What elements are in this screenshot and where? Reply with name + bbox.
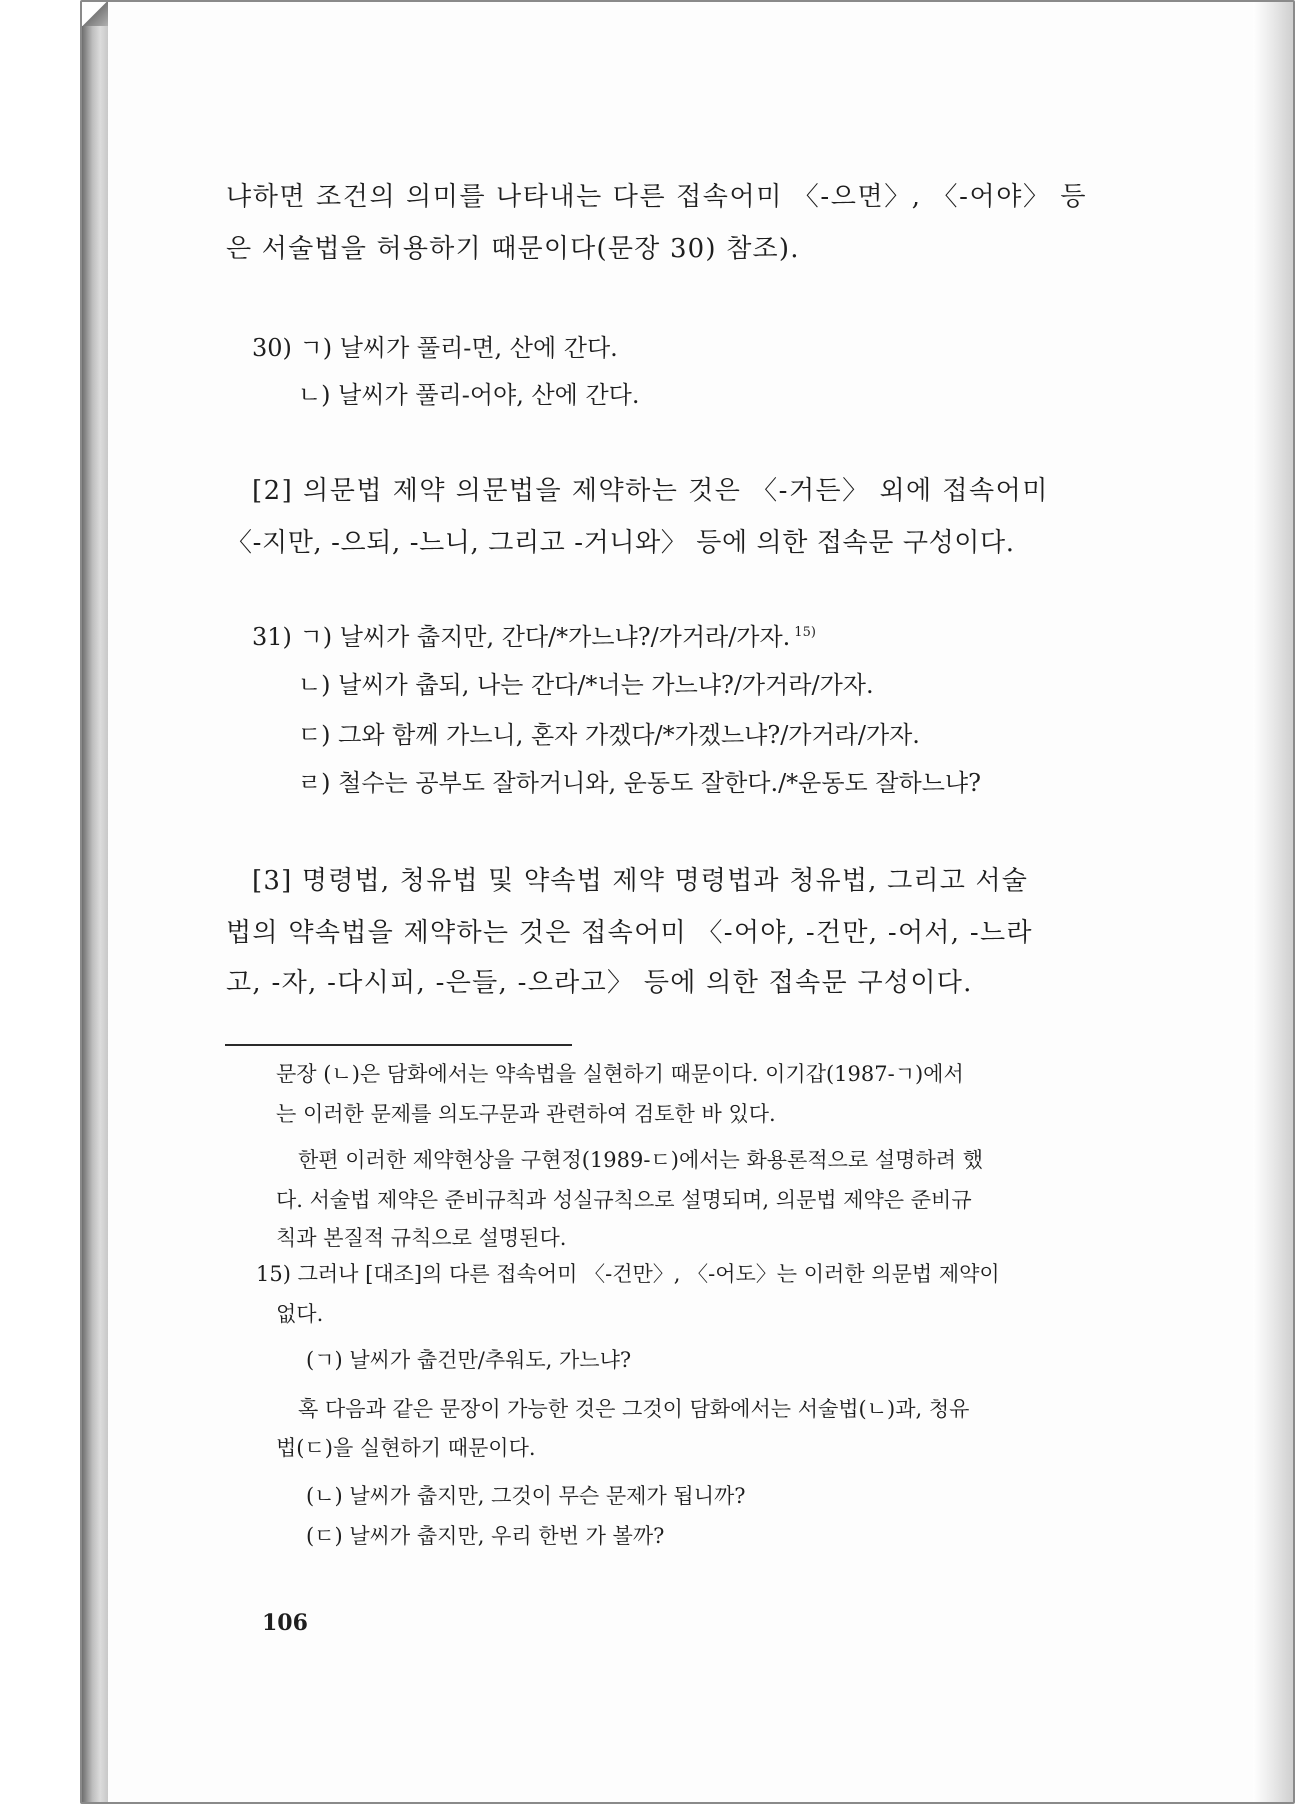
example-item: ㄷ) 그와 함께 가느니, 혼자 가겠다/*가겠느냐?/가거라/가자. xyxy=(298,721,920,749)
book-spine-corner xyxy=(82,2,108,26)
footnote-line: 법(ㄷ)을 실현하기 때문이다. xyxy=(276,1436,536,1460)
footnote-line: 15) 그러나 [대조]의 다른 접속어미 〈-건만〉, 〈-어도〉는 이러한 의문법 제약이 xyxy=(256,1262,1000,1286)
section-heading-line: [3] 명령법, 청유법 및 약속법 제약 명령법과 청유법, 그리고 서술 xyxy=(252,866,1029,896)
footnote-example: (ㄴ) 날씨가 춥지만, 그것이 무슨 문제가 됩니까? xyxy=(306,1484,746,1508)
body-text-line: 은 서술법을 허용하기 때문이다(문장 30) 참조). xyxy=(226,234,800,264)
example-item: ㄴ) 날씨가 춥되, 나는 간다/*너는 가느냐?/가거라/가자. xyxy=(298,671,874,699)
body-text-line: 〈-지만, -으되, -느니, 그리고 -거니와〉 등에 의한 접속문 구성이다. xyxy=(226,528,1015,558)
example-item: ㄴ) 날씨가 풀리-어야, 산에 간다. xyxy=(298,381,640,409)
section-heading-line: [2] 의문법 제약 의문법을 제약하는 것은 〈-거든〉 외에 접속어미 xyxy=(252,476,1049,506)
footnote-line: 는 이러한 문제를 의도구문과 관련하여 검토한 바 있다. xyxy=(276,1102,776,1126)
footnote-line: 다. 서술법 제약은 준비규칙과 성실규칙으로 설명되며, 의문법 제약은 준비규 xyxy=(276,1188,972,1212)
footnote-line: 한편 이러한 제약현상을 구현정(1989-ㄷ)에서는 화용론적으로 설명하려 했 xyxy=(298,1148,983,1172)
footnote-example: (ㄱ) 날씨가 춥건만/추워도, 가느냐? xyxy=(306,1348,632,1372)
example-text: 31) ㄱ) 날씨가 춥지만, 간다/*가느냐?/가거라/가자. xyxy=(252,623,791,651)
page-edge-shadow xyxy=(1253,2,1293,1802)
body-text-line: 법의 약속법을 제약하는 것은 접속어미 〈-어야, -건만, -어서, -느라 xyxy=(226,918,1033,948)
footnote-line: 칙과 본질적 규칙으로 설명된다. xyxy=(276,1226,567,1250)
page-number: 106 xyxy=(262,1610,308,1636)
footnote-marker: 15) xyxy=(794,625,816,640)
body-text-line: 냐하면 조건의 의미를 나타내는 다른 접속어미 〈-으면〉, 〈-어야〉 등 xyxy=(226,182,1088,212)
footnote-line: 없다. xyxy=(276,1302,324,1326)
page-surface xyxy=(108,2,1253,1802)
body-text-line: 고, -자, -다시피, -은들, -으라고〉 등에 의한 접속문 구성이다. xyxy=(226,968,973,998)
book-page-frame xyxy=(80,0,1295,1804)
book-spine xyxy=(82,2,109,1802)
example-item xyxy=(252,617,816,652)
footnote-separator xyxy=(225,1044,572,1046)
example-item: ㄹ) 철수는 공부도 잘하거니와, 운동도 잘한다./*운동도 잘하느냐? xyxy=(298,769,981,797)
footnote-example: (ㄷ) 날씨가 춥지만, 우리 한번 가 볼까? xyxy=(306,1524,665,1548)
example-item: 30) ㄱ) 날씨가 풀리-면, 산에 간다. xyxy=(252,334,618,362)
footnote-line: 문장 (ㄴ)은 담화에서는 약속법을 실현하기 때문이다. 이기갑(1987-ㄱ)에서 xyxy=(276,1062,964,1086)
footnote-line: 혹 다음과 같은 문장이 가능한 것은 그것이 담화에서는 서술법(ㄴ)과, 청유 xyxy=(298,1397,970,1421)
